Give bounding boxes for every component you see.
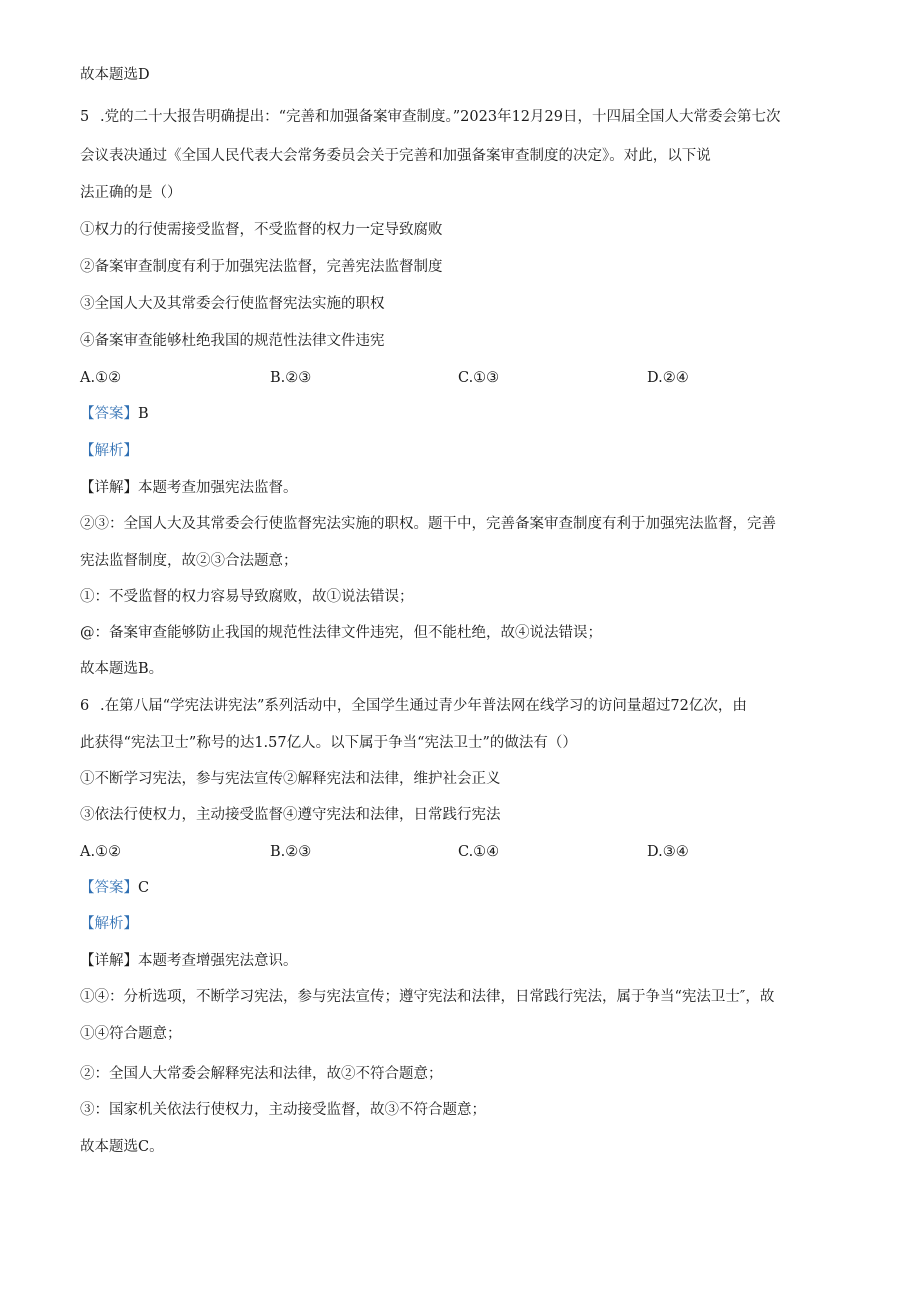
q6-detail-intro: 本题考查增强宪法意识。 xyxy=(138,953,298,969)
q5-stem-line3: 法正确的是（） xyxy=(80,185,182,201)
q6-detail xyxy=(80,951,298,971)
q5-statement-3: ③全国人大及其常委会行使监督宪法实施的职权 xyxy=(80,296,385,312)
q5-detail-intro: 本题考查加强宪法监督。 xyxy=(138,480,298,496)
q4-conclusion: 故本题选D xyxy=(80,67,150,83)
q5-explain-2: 宪法监督制度，故②③合法题意； xyxy=(80,553,298,569)
q6-option-a: A.①② xyxy=(80,844,122,860)
q6-options xyxy=(80,842,840,862)
q6-conclusion: 故本题选C。 xyxy=(80,1139,164,1155)
q6-option-b: B.②③ xyxy=(270,844,312,860)
q6-explain-3: ②：全国人大常委会解释宪法和法律，故②不符合题意； xyxy=(80,1066,443,1082)
q5-option-a: A.①② xyxy=(80,370,122,386)
q5-answer xyxy=(80,404,149,424)
q6-answer-tag: 【答案】 xyxy=(80,880,138,896)
q6-option-c: C.①④ xyxy=(458,844,500,860)
q6-statement-line1: ①不断学习宪法，参与宪法宣传②解释宪法和法律，维护社会正义 xyxy=(80,771,501,787)
q5-detail-tag: 【详解】 xyxy=(80,480,138,496)
q5-answer-value: B xyxy=(138,406,149,422)
q5-analysis-tag: 【解析】 xyxy=(80,443,138,459)
q6-detail-tag: 【详解】 xyxy=(80,953,138,969)
q5-answer-tag: 【答案】 xyxy=(80,406,138,422)
q6-answer xyxy=(80,878,149,898)
q5-statement-2: ②备案审查制度有利于加强宪法监督，完善宪法监督制度 xyxy=(80,259,443,275)
q5-explain-4: @：备案审查能够防止我国的规范性法律文件违宪，但不能杜绝，故④说法错误； xyxy=(80,625,602,641)
q6-explain-2: ①④符合题意； xyxy=(80,1026,182,1042)
q5-explain-1: ②③：全国人大及其常委会行使监督宪法实施的职权。题干中，完善备案审查制度有利于加强宪法监督，完善 xyxy=(80,516,776,532)
q5-statement-1: ①权力的行使需接受监督，不受监督的权力一定导致腐败 xyxy=(80,222,443,238)
q6-analysis-tag: 【解析】 xyxy=(80,916,138,932)
q6-statement-line2: ③依法行使权力，主动接受监督④遵守宪法和法律，日常践行宪法 xyxy=(80,807,501,823)
q5-option-b: B.②③ xyxy=(270,370,312,386)
q5-stem-line2: 会议表决通过《全国人民代表大会常务委员会关于完善和加强备案审查制度的决定》。对此，以下说 xyxy=(80,148,711,164)
q5-conclusion: 故本题选B。 xyxy=(80,661,164,677)
q5-options xyxy=(80,368,840,388)
q6-stem-line2: 此获得“宪法卫士”称号的达1.57亿人。以下属于争当“宪法卫士”的做法有（） xyxy=(80,735,577,751)
q6-explain-4: ③：国家机关依法行使权力，主动接受监督，故③不符合题意； xyxy=(80,1102,486,1118)
q5-statement-4: ④备案审查能够杜绝我国的规范性法律文件违宪 xyxy=(80,333,385,349)
q6-number: 6 xyxy=(80,698,90,714)
q6-option-d: D.③④ xyxy=(647,844,689,860)
q6-answer-value: C xyxy=(138,880,150,896)
q5-option-c: C.①③ xyxy=(458,370,500,386)
q5-stem-text1: .党的二十大报告明确提出：“完善和加强备案审查制度。”2023年12月29日，十四届全国人大常委会第七次 xyxy=(100,109,781,125)
q5-detail xyxy=(80,478,298,498)
q5-stem-line1 xyxy=(80,107,780,127)
q5-explain-3: ①：不受监督的权力容易导致腐败，故①说法错误； xyxy=(80,589,414,605)
q6-stem-text1: .在第八届“学宪法讲宪法”系列活动中，全国学生通过青少年普法网在线学习的访问量超过72亿次，由 xyxy=(100,698,747,714)
q5-number: 5 xyxy=(80,109,90,125)
q6-analysis-heading xyxy=(80,914,138,934)
q6-explain-1: ①④：分析选项，不断学习宪法，参与宪法宣传；遵守宪法和法律，日常践行宪法，属于争当“宪法卫士″，故 xyxy=(80,989,775,1005)
q5-option-d: D.②④ xyxy=(647,370,689,386)
q6-stem-line1 xyxy=(80,696,747,716)
q5-analysis-heading xyxy=(80,441,138,461)
